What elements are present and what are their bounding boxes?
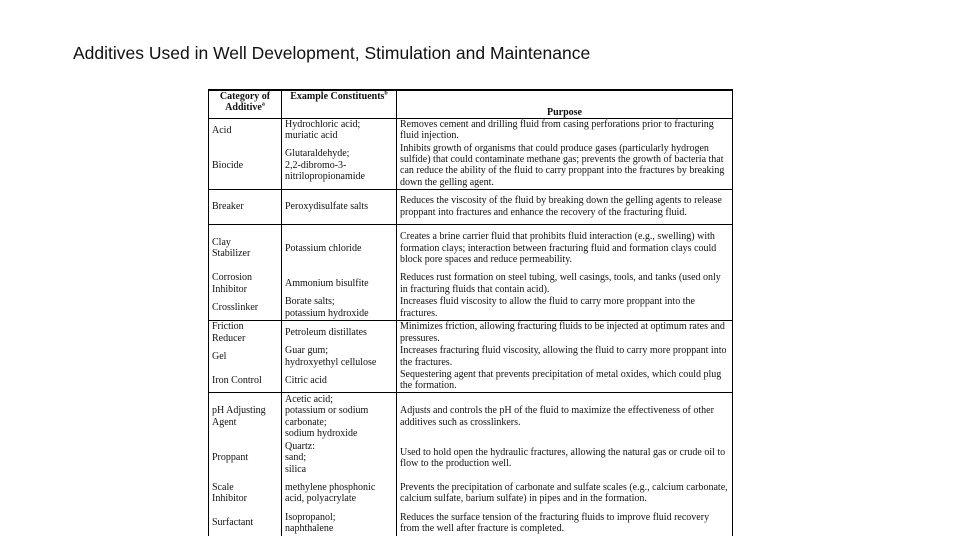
table-row xyxy=(209,272,732,296)
constituents-cell: Hydrochloric acid; muriatic acid xyxy=(281,119,396,142)
header-purpose: Purpose xyxy=(396,91,732,118)
purpose-cell: Sequestering agent that prevents precipitation of metal oxides, which could plug the formation. xyxy=(396,369,732,392)
table-row xyxy=(209,189,732,224)
table-row xyxy=(209,369,732,392)
table-row xyxy=(209,476,732,511)
table-row xyxy=(209,511,732,536)
purpose-cell: Reduces rust formation on steel tubing, well casings, tools, and tanks (used only in fracturing fluids that contain acid). xyxy=(396,272,732,296)
purpose-cell: Removes cement and drilling fluid from casing perforations prior to fracturing fluid injection. xyxy=(396,119,732,142)
table-row xyxy=(209,441,732,476)
constituents-cell: Petroleum distillates xyxy=(281,321,396,345)
category-cell: Crosslinker xyxy=(212,302,259,314)
category-cell: Gel xyxy=(212,351,227,363)
purpose-cell: Increases fracturing fluid viscosity, allowing the fluid to carry more proppant into the fractures. xyxy=(396,345,732,369)
constituents-cell: Peroxydisulfate salts xyxy=(281,190,396,224)
constituents-cell: Glutaraldehyde; 2,2-dibromo-3- nitrilopropionamide xyxy=(281,142,396,189)
purpose-cell: Reduces the surface tension of the fracturing fluids to improve fluid recovery from the well after fracture is completed. xyxy=(396,511,732,536)
constituents-cell: Borate salts; potassium hydroxide xyxy=(281,296,396,320)
additives-table xyxy=(208,89,733,536)
category-cell: Clay Stabilizer xyxy=(212,236,251,260)
category-cell: Iron Control xyxy=(212,374,262,386)
category-cell: Scale Inhibitor xyxy=(212,481,247,505)
category-cell: Friction Reducer xyxy=(212,321,246,344)
constituents-cell: methylene phosphonic acid, polyacrylate xyxy=(281,476,396,511)
purpose-cell: Increases fluid viscosity to allow the fluid to carry more proppant into the fractures. xyxy=(396,296,732,320)
footnote-b: b xyxy=(384,90,388,97)
header-constituents xyxy=(281,91,396,118)
constituents-cell: Isopropanol; naphthalene xyxy=(281,511,396,536)
header-category xyxy=(209,91,281,118)
constituents-cell: Quartz: sand; silica xyxy=(281,441,396,476)
category-cell: Biocide xyxy=(212,159,244,171)
table-row xyxy=(209,320,732,345)
constituents-cell: Guar gum; hydroxyethyl cellulose xyxy=(281,345,396,369)
category-cell: pH Adjusting Agent xyxy=(212,405,266,428)
purpose-cell: Used to hold open the hydraulic fractures, allowing the natural gas or crude oil to flow to the production well. xyxy=(396,441,732,476)
constituents-cell: Acetic acid; potassium or sodium carbonate; sodium hydroxide xyxy=(281,393,396,441)
slide-title: Additives Used in Well Development, Stimulation and Maintenance xyxy=(73,43,591,63)
category-cell: Proppant xyxy=(212,452,249,464)
table-row xyxy=(209,392,732,441)
table-row xyxy=(209,296,732,320)
category-cell: Corrosion Inhibitor xyxy=(212,272,252,295)
constituents-cell: Potassium chloride xyxy=(281,225,396,272)
purpose-cell: Inhibits growth of organisms that could produce gases (particularly hydrogen sulfide) that could contaminate methane gas; prevents the growth of bacteria that can reduce the ability of the fluid to carry proppant into the fractures by breaking down the gelling agent. xyxy=(396,142,732,189)
category-cell: Surfactant xyxy=(212,517,254,529)
header-category-label: Category of Additive xyxy=(219,91,271,114)
category-cell: Breaker xyxy=(212,201,244,213)
table-row xyxy=(209,142,732,189)
table-row xyxy=(209,118,732,142)
purpose-cell: Adjusts and controls the pH of the fluid to maximize the effectiveness of other additives such as crosslinkers. xyxy=(396,393,732,441)
purpose-cell: Prevents the precipitation of carbonate and sulfate scales (e.g., calcium carbonate, calcium sulfate, barium sulfate) in pipes and in the formation. xyxy=(396,476,732,511)
table-row xyxy=(209,345,732,369)
purpose-cell: Minimizes friction, allowing fracturing fluids to be injected at optimum rates and pressures. xyxy=(396,321,732,345)
purpose-cell: Reduces the viscosity of the fluid by breaking down the gelling agents to release proppant into fractures and enhance the recovery of the fracturing fluid. xyxy=(396,190,732,224)
footnote-a: a xyxy=(261,102,265,109)
category-cell: Acid xyxy=(212,124,232,136)
header-constituents-label: Example Constituents xyxy=(290,91,385,102)
table-header xyxy=(209,91,732,118)
table-row xyxy=(209,224,732,272)
constituents-cell: Citric acid xyxy=(281,369,396,392)
constituents-cell: Ammonium bisulfite xyxy=(281,272,396,296)
purpose-cell: Creates a brine carrier fluid that prohibits fluid interaction (e.g., swelling) with formation clays; interaction between fracturing fluid and formation clays could block pore spaces and reduce permeability. xyxy=(396,225,732,272)
